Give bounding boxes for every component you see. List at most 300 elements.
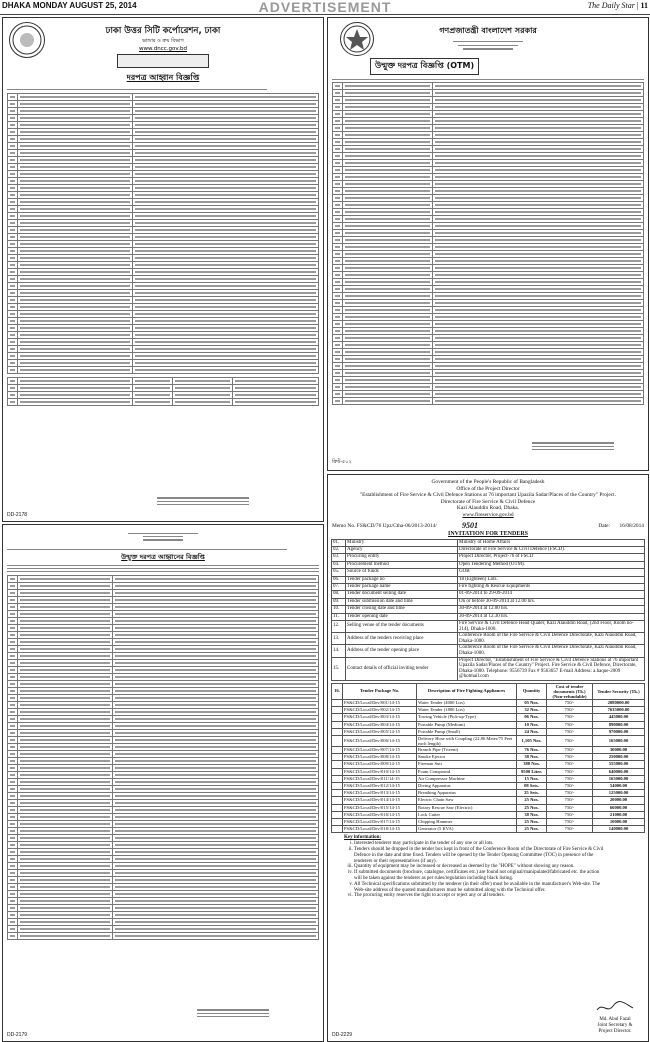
text-line: [20, 292, 130, 294]
table-row: [8, 143, 319, 150]
table-row: [332, 826, 645, 833]
text-line: [345, 365, 430, 367]
cell-pkg: FS&CD/Local/Dev/016/14-15: [343, 811, 417, 818]
text-line: [10, 369, 15, 371]
text-line: [20, 683, 110, 685]
cell-security: 165000.00: [593, 735, 645, 746]
key-info-item: vi. The procuring entity reserves the right to accept or reject any or all tenders.: [354, 893, 604, 899]
table-cell: [113, 576, 319, 583]
table-cell: [113, 786, 319, 793]
table-row: [8, 269, 319, 276]
text-line: [435, 197, 641, 199]
table-row: [8, 583, 319, 590]
table-cell: [133, 255, 319, 262]
table-cell: [343, 306, 433, 313]
table-cell: [18, 933, 113, 940]
table-cell: [18, 353, 133, 360]
text-line: [10, 208, 15, 210]
cell-cost: 750/-: [547, 728, 593, 735]
table-row: [8, 611, 319, 618]
table-cell: [8, 667, 18, 674]
text-line: [345, 316, 430, 318]
table-cell: [8, 653, 18, 660]
text-line: [135, 117, 316, 119]
text-line: [435, 92, 641, 94]
table-cell: [133, 115, 319, 122]
text-line: [115, 634, 316, 636]
fire-website-link[interactable]: www.fireservice.gov.bd: [462, 511, 514, 518]
table-cell: [433, 285, 644, 292]
table-cell: [133, 392, 173, 399]
table-cell: [433, 173, 644, 180]
text-line: [335, 316, 340, 318]
table-cell: [18, 667, 113, 674]
table-cell: [133, 234, 319, 241]
table-cell: [18, 325, 133, 332]
table-row: [8, 807, 319, 814]
handwritten-signature-icon: [595, 1000, 635, 1014]
table-cell: [18, 276, 133, 283]
row-sl: [332, 707, 343, 714]
text-line: [20, 774, 110, 776]
text-line: [20, 620, 110, 622]
table-row: [8, 758, 319, 765]
table-cell: [18, 611, 113, 618]
cell-cost: 750/-: [547, 811, 593, 818]
cell-qty: 1,105 Nos.: [517, 735, 547, 746]
text-line: [115, 914, 316, 916]
table-cell: [18, 199, 133, 206]
text-line: [345, 211, 430, 213]
text-line: [20, 760, 110, 762]
text-line: [435, 190, 641, 192]
info-value: Fire Service & Civil Defence Head Quater, Kazi Alauddin Road, (2nd Floor, Room no-214), Dhaka-1000.: [458, 621, 645, 633]
table-row: [8, 164, 319, 171]
text-line: [115, 788, 316, 790]
table-cell: [433, 89, 644, 96]
table-cell: [8, 884, 18, 891]
text-line: [175, 387, 230, 389]
table-cell: [433, 152, 644, 159]
cell-security: 21000.00: [593, 811, 645, 818]
text-line: [135, 313, 316, 315]
text-line: [115, 760, 316, 762]
table-cell: [133, 248, 319, 255]
cell-qty: 9500 Liter.: [517, 768, 547, 775]
cell-qty: 08 Sets.: [517, 783, 547, 790]
table-row: [8, 772, 319, 779]
table-cell: [18, 660, 113, 667]
text-line: [335, 239, 340, 241]
table-cell: [343, 201, 433, 208]
table-cell: [433, 278, 644, 285]
table-cell: [18, 178, 133, 185]
table-row: [8, 905, 319, 912]
table-cell: [233, 399, 319, 406]
table-cell: [18, 378, 133, 385]
text-line: [20, 264, 130, 266]
text-line: [345, 99, 430, 101]
text-line: [10, 578, 15, 580]
table-cell: [333, 383, 343, 390]
text-line: [135, 236, 316, 238]
table-cell: [8, 378, 18, 385]
table-row: [8, 800, 319, 807]
info-no: 13.: [332, 633, 346, 645]
text-line: [135, 131, 316, 133]
cell-desc: Branch Pipe (Triveni): [417, 746, 517, 753]
table-cell: [343, 222, 433, 229]
text-line: [10, 893, 15, 895]
info-row: [332, 598, 645, 605]
info-value: 18 (Eighteen) Lots.: [458, 576, 645, 583]
text-line: [10, 746, 15, 748]
table-cell: [18, 744, 113, 751]
text-line: [10, 299, 15, 301]
table-row: [8, 360, 319, 367]
table-row: [8, 318, 319, 325]
text-line: [20, 180, 130, 182]
table-cell: [18, 122, 133, 129]
cell-security: 640000.00: [593, 768, 645, 775]
table-cell: [8, 353, 18, 360]
text-line: [115, 739, 316, 741]
text-line: [335, 358, 340, 360]
table-cell: [433, 201, 644, 208]
table-cell: [433, 117, 644, 124]
text-line: [115, 606, 316, 608]
table-row: [332, 707, 645, 714]
table-cell: [18, 842, 113, 849]
ad-police-otm: [327, 17, 649, 471]
table-row: [332, 768, 645, 775]
text-line: [20, 257, 130, 259]
text-line: [115, 648, 316, 650]
text-line: [175, 394, 230, 396]
table-cell: [343, 278, 433, 285]
text-line: [10, 886, 15, 888]
table-cell: [343, 208, 433, 215]
table-cell: [333, 299, 343, 306]
table-row: [333, 348, 644, 355]
text-line: [345, 281, 430, 283]
text-line: [335, 400, 340, 402]
text-line: [10, 606, 15, 608]
text-line: [20, 194, 130, 196]
text-line: [20, 767, 110, 769]
text-line: [345, 274, 430, 276]
text-line: [10, 215, 15, 217]
info-row: [332, 606, 645, 613]
table-cell: [333, 369, 343, 376]
table-cell: [18, 143, 133, 150]
text-line: [10, 690, 15, 692]
table-row: [332, 746, 645, 753]
ad-fire-service-ift: [327, 474, 649, 1042]
table-cell: [8, 576, 18, 583]
table-cell: [433, 299, 644, 306]
info-value: Project Director, "Establishment of Fire Service & Civil Defence Stations at 76 important Upazila Sadar/Places of the Country" Project. Fire Service & Civil Defence, Directorate, Dhaka-1000. Telephone: 9556739 Fax # 9563657 E-mail Address: a.haque-2009 @hotmail.com: [458, 657, 645, 680]
table-cell: [343, 215, 433, 222]
table-cell: [8, 926, 18, 933]
text-line: [20, 96, 130, 98]
fire-header-line: Office of the Project Director: [456, 485, 520, 492]
text-line: [10, 662, 15, 664]
text-line: [345, 330, 430, 332]
dncc-slogan-box: [117, 54, 209, 68]
table-row: [333, 117, 644, 124]
table-row: [333, 187, 644, 194]
table-cell: [343, 299, 433, 306]
info-value: 30-09-2014 at 12.00 hrs.: [458, 606, 645, 613]
table-cell: [8, 793, 18, 800]
table-row: [333, 243, 644, 250]
table-row: [8, 220, 319, 227]
table-row: [8, 399, 319, 406]
info-label: Tender opening date: [346, 613, 458, 620]
table-cell: [333, 229, 343, 236]
col-security: Tender Security (Tk.): [593, 683, 645, 699]
info-label: Procurement method: [346, 561, 458, 568]
text-line: [20, 599, 110, 601]
cell-cost: 750/-: [547, 761, 593, 768]
table-cell: [18, 639, 113, 646]
text-line: [435, 351, 641, 353]
table-cell: [343, 383, 433, 390]
section-title: ADVERTISEMENT: [258, 0, 392, 15]
table-cell: [133, 304, 319, 311]
text-line: [10, 823, 15, 825]
table-cell: [333, 194, 343, 201]
table-cell: [133, 122, 319, 129]
table-row: [333, 159, 644, 166]
text-line: [135, 380, 170, 382]
table-cell: [8, 632, 18, 639]
row-sl: [332, 819, 343, 826]
text-line: [135, 194, 316, 196]
row-sl: [332, 714, 343, 721]
table-cell: [343, 138, 433, 145]
table-cell: [133, 367, 319, 374]
text-line: [20, 809, 110, 811]
table-cell: [113, 835, 319, 842]
cell-qty: 25 Nos.: [517, 804, 547, 811]
row-sl: [332, 826, 343, 833]
cell-cost: 750/-: [547, 746, 593, 753]
table-row: [8, 94, 319, 101]
text-line: [10, 627, 15, 629]
text-line: [10, 816, 15, 818]
bl-notice-title: উন্মুক্ত দরপত্র আহ্বানের বিজ্ঞপ্তি: [121, 552, 205, 561]
table-cell: [113, 688, 319, 695]
text-line: [135, 327, 316, 329]
table-cell: [18, 339, 133, 346]
table-row: [8, 667, 319, 674]
text-line: [10, 187, 15, 189]
text-line: [335, 386, 340, 388]
text-line: [20, 879, 110, 881]
police-govt-name: গণপ্রজাতন্ত্রী বাংলাদেশ সরকার: [439, 26, 537, 35]
text-line: [435, 281, 641, 283]
text-line: [20, 355, 130, 357]
dncc-website-link[interactable]: www.dncc.gov.bd: [139, 46, 187, 52]
text-line: [335, 204, 340, 206]
cell-security: 66000.00: [593, 804, 645, 811]
cell-pkg: FS&CD/Local/Dev/008/14-15: [343, 754, 417, 761]
text-line: [10, 201, 15, 203]
table-cell: [8, 604, 18, 611]
table-cell: [8, 385, 18, 392]
info-no: 07.: [332, 584, 346, 591]
text-line: [115, 795, 316, 797]
info-row: [332, 621, 645, 633]
text-line: [435, 344, 641, 346]
table-cell: [18, 360, 133, 367]
text-line: [10, 341, 15, 343]
table-cell: [113, 716, 319, 723]
table-cell: [133, 276, 319, 283]
text-line: [10, 236, 15, 238]
text-line: [335, 379, 340, 381]
text-line: [115, 837, 316, 839]
table-cell: [113, 632, 319, 639]
table-cell: [8, 863, 18, 870]
text-line: [10, 250, 15, 252]
text-line: [135, 215, 316, 217]
table-row: [333, 201, 644, 208]
table-cell: [343, 285, 433, 292]
table-cell: [133, 199, 319, 206]
text-line: [115, 627, 316, 629]
table-cell: [133, 346, 319, 353]
table-cell: [8, 800, 18, 807]
table-row: [332, 819, 645, 826]
text-line: [135, 201, 316, 203]
dncc-details-table: [7, 93, 319, 374]
text-line: [20, 208, 130, 210]
info-no: 14.: [332, 645, 346, 657]
cell-pkg: FS&CD/Local/Dev/018/14-15: [343, 826, 417, 833]
table-cell: [113, 744, 319, 751]
text-line: [10, 124, 15, 126]
table-cell: [433, 306, 644, 313]
table-cell: [8, 765, 18, 772]
text-line: [10, 96, 15, 98]
text-line: [115, 641, 316, 643]
text-line: [235, 380, 316, 382]
cell-desc: Generator (5 KVA): [417, 826, 517, 833]
key-info-block: [344, 835, 645, 899]
cell-qty: 32 Nos.: [517, 707, 547, 714]
text-line: [20, 935, 110, 937]
table-row: [8, 392, 319, 399]
text-line: [20, 907, 110, 909]
table-cell: [113, 884, 319, 891]
info-row: [332, 657, 645, 680]
row-sl: [332, 804, 343, 811]
fire-ad-code: DD-2229: [332, 1032, 353, 1038]
table-cell: [18, 234, 133, 241]
text-line: [435, 330, 641, 332]
text-line: [345, 323, 430, 325]
text-line: [135, 103, 316, 105]
table-cell: [333, 222, 343, 229]
table-cell: [8, 399, 18, 406]
text-line: [345, 260, 430, 262]
cell-cost: 750/-: [547, 775, 593, 782]
cell-security: 20000.00: [593, 797, 645, 804]
table-cell: [18, 674, 113, 681]
text-line: [20, 928, 110, 930]
table-row: [8, 646, 319, 653]
table-cell: [18, 723, 113, 730]
cell-security: 140000.00: [593, 826, 645, 833]
police-ad-code: ক্রিট-৫০২: [332, 459, 352, 465]
table-row: [333, 131, 644, 138]
text-line: [435, 253, 641, 255]
text-line: [10, 725, 15, 727]
text-line: [115, 690, 316, 692]
table-cell: [133, 339, 319, 346]
table-cell: [343, 264, 433, 271]
table-cell: [8, 297, 18, 304]
table-cell: [333, 285, 343, 292]
table-cell: [113, 807, 319, 814]
text-line: [435, 288, 641, 290]
table-cell: [133, 94, 319, 101]
table-cell: [8, 772, 18, 779]
text-line: [345, 344, 430, 346]
text-line: [10, 620, 15, 622]
text-line: [20, 243, 130, 245]
table-cell: [18, 737, 113, 744]
text-line: [10, 781, 15, 783]
text-line: [335, 169, 340, 171]
table-row: [332, 728, 645, 735]
table-cell: [18, 891, 113, 898]
table-cell: [133, 101, 319, 108]
text-line: [10, 683, 15, 685]
text-line: [345, 113, 430, 115]
table-cell: [113, 912, 319, 919]
table-cell: [18, 297, 133, 304]
table-row: [333, 145, 644, 152]
table-row: [8, 751, 319, 758]
table-cell: [8, 178, 18, 185]
text-line: [135, 334, 316, 336]
page-info: The Daily Star | 11: [587, 1, 648, 10]
table-row: [8, 821, 319, 828]
col-cost: Cost of tender documents (Tk.) (Non-refundable): [547, 683, 593, 699]
text-line: [20, 341, 130, 343]
text-line: [335, 141, 340, 143]
text-line: [10, 334, 15, 336]
text-line: [10, 844, 15, 846]
dncc-dept: ভান্ডার ও ক্রয় বিভাগ: [142, 38, 184, 44]
cell-pkg: FS&CD/Local/Dev/010/14-15: [343, 768, 417, 775]
text-line: [335, 372, 340, 374]
table-cell: [343, 271, 433, 278]
table-cell: [18, 912, 113, 919]
key-info-item: iii. Quantity of equipment may be increased or decreased as deemed by the "HOPE" without showing any reason.: [354, 864, 604, 870]
table-cell: [18, 695, 113, 702]
table-cell: [233, 392, 319, 399]
table-cell: [18, 863, 113, 870]
table-cell: [113, 653, 319, 660]
text-line: [435, 309, 641, 311]
table-cell: [18, 108, 133, 115]
fire-header-line: Directorate of Fire Service & Civil Defence: [440, 498, 536, 505]
